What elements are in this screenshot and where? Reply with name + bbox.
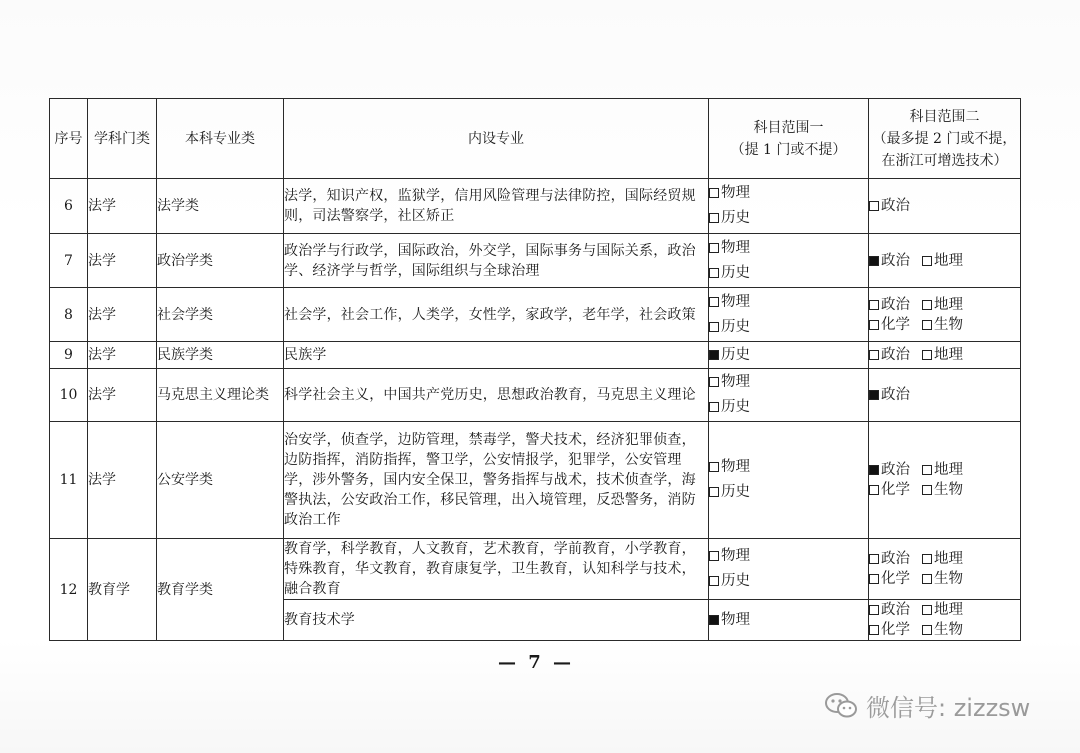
empty-box-icon — [709, 188, 719, 198]
empty-box-icon — [709, 462, 719, 472]
table-row — [50, 234, 1021, 288]
wechat-icon — [824, 691, 858, 721]
empty-box-icon — [922, 320, 932, 330]
range1-option — [709, 236, 868, 261]
empty-box-icon — [869, 574, 879, 584]
range2-option — [869, 387, 910, 403]
table-row — [50, 342, 1021, 369]
option-label: 物理 — [721, 611, 750, 628]
row-no: 10 — [50, 369, 88, 422]
option-label: 化学 — [881, 482, 910, 498]
empty-box-icon — [922, 554, 932, 564]
option-label: 生物 — [934, 622, 963, 638]
option-label: 物理 — [721, 239, 750, 256]
range2-line — [869, 196, 1020, 216]
range2-option — [869, 317, 910, 333]
row-internal-majors: 民族学 — [284, 342, 709, 369]
checked-box-icon — [869, 390, 879, 400]
empty-box-icon — [709, 487, 719, 497]
option-label: 物理 — [721, 459, 750, 475]
range1-option — [709, 206, 868, 231]
option-label: 地理 — [934, 252, 963, 269]
range2-line — [869, 620, 1020, 640]
range2-option — [922, 347, 963, 363]
row-range1 — [709, 600, 869, 641]
row-range1 — [709, 369, 869, 422]
range2-option — [922, 462, 963, 478]
checked-box-icon — [709, 615, 719, 625]
row-field: 法学 — [88, 288, 157, 342]
range2-option — [869, 297, 910, 313]
range1-option — [709, 181, 868, 206]
watermark-text: 微信号: zizzsw — [866, 694, 1031, 722]
row-range2 — [869, 539, 1021, 600]
option-label: 政治 — [881, 387, 910, 403]
range2-option — [922, 551, 963, 567]
option-label: 生物 — [934, 316, 963, 333]
range2-option — [869, 347, 910, 363]
row-internal-majors: 科学社会主义，中国共产党历史，思想政治教育，马克思主义理论 — [284, 369, 709, 422]
row-internal-majors: 教育技术学 — [284, 600, 709, 641]
row-range2 — [869, 234, 1021, 288]
range2-line — [869, 460, 1020, 480]
row-range2 — [869, 369, 1021, 422]
range1-option — [709, 315, 868, 340]
wechat-watermark — [824, 688, 1030, 723]
option-label: 历史 — [721, 399, 750, 415]
empty-box-icon — [922, 605, 932, 615]
table-row — [50, 369, 1021, 422]
empty-box-icon — [922, 625, 932, 635]
range2-line — [869, 569, 1020, 589]
empty-box-icon — [869, 201, 879, 211]
row-major-class: 法学类 — [157, 179, 284, 234]
table-row — [50, 179, 1021, 234]
header-range2: 科目范围二 （最多提 2 门或不提， 在浙江可增选技术） — [869, 99, 1021, 179]
empty-box-icon — [869, 554, 879, 564]
range2-line — [869, 345, 1020, 365]
range2-line — [869, 480, 1020, 500]
option-label: 政治 — [881, 347, 910, 363]
empty-box-icon — [869, 485, 879, 495]
range2-option — [869, 482, 910, 498]
empty-box-icon — [922, 465, 932, 475]
range2-option — [922, 602, 963, 618]
range2-line — [869, 600, 1020, 620]
empty-box-icon — [709, 377, 719, 387]
row-field: 法学 — [88, 179, 157, 234]
row-range1 — [709, 179, 869, 234]
option-label: 地理 — [934, 347, 963, 363]
header-major-class: 本科专业类 — [157, 99, 284, 179]
empty-box-icon — [922, 574, 932, 584]
row-no: 8 — [50, 288, 88, 342]
row-range2 — [869, 179, 1021, 234]
table-header-row — [50, 99, 1021, 179]
range2-line — [869, 385, 1020, 405]
subject-requirements-table — [49, 98, 1021, 641]
range2-option — [869, 602, 910, 618]
row-field: 法学 — [88, 369, 157, 422]
option-label: 化学 — [881, 316, 910, 333]
option-label: 物理 — [721, 185, 750, 201]
option-label: 历史 — [721, 318, 750, 335]
empty-box-icon — [709, 322, 719, 332]
checked-box-icon — [869, 465, 879, 475]
row-field: 教育学 — [88, 539, 157, 641]
empty-box-icon — [869, 300, 879, 310]
row-field: 法学 — [88, 342, 157, 369]
page-number: — 7 — — [498, 652, 575, 673]
empty-box-icon — [709, 243, 719, 253]
row-major-class: 政治学类 — [157, 234, 284, 288]
range2-option — [922, 622, 963, 638]
empty-box-icon — [869, 350, 879, 360]
option-label: 历史 — [721, 573, 750, 589]
row-internal-majors: 教育学，科学教育，人文教育，艺术教育，学前教育，小学教育，特殊教育，华文教育，教育康复学，卫生教育，认知科学与技术，融合教育 — [284, 539, 709, 600]
option-label: 物理 — [721, 293, 750, 310]
range2-option — [869, 551, 910, 567]
range2-line — [869, 251, 1020, 271]
range2-option — [869, 462, 910, 478]
row-range2 — [869, 288, 1021, 342]
range2-option — [869, 571, 910, 587]
range1-option — [709, 290, 868, 315]
option-label: 历史 — [721, 484, 750, 500]
option-label: 历史 — [721, 346, 750, 363]
range1-option — [709, 455, 868, 480]
checked-box-icon — [869, 256, 879, 266]
range2-line — [869, 295, 1020, 315]
row-range2 — [869, 342, 1021, 369]
option-label: 政治 — [881, 602, 910, 618]
empty-box-icon — [709, 268, 719, 278]
option-label: 历史 — [721, 210, 750, 226]
row-range2 — [869, 600, 1021, 641]
checked-box-icon — [709, 350, 719, 360]
row-range1 — [709, 539, 869, 600]
empty-box-icon — [709, 551, 719, 561]
range1-option — [709, 343, 868, 368]
option-label: 政治 — [881, 551, 910, 567]
table-row — [50, 422, 1021, 539]
range2-line — [869, 549, 1020, 569]
option-label: 生物 — [934, 482, 963, 498]
option-label: 政治 — [881, 296, 910, 313]
empty-box-icon — [922, 300, 932, 310]
row-range1 — [709, 342, 869, 369]
table-row — [50, 288, 1021, 342]
empty-box-icon — [869, 320, 879, 330]
row-field: 法学 — [88, 422, 157, 539]
option-label: 政治 — [881, 462, 910, 478]
row-range2 — [869, 422, 1021, 539]
header-internal-majors: 内设专业 — [284, 99, 709, 179]
option-label: 物理 — [721, 374, 750, 390]
range1-option — [709, 395, 868, 420]
row-internal-majors: 社会学，社会工作，人类学，女性学，家政学，老年学，社会政策 — [284, 288, 709, 342]
range2-option — [922, 297, 963, 313]
row-no: 12 — [50, 539, 88, 641]
option-label: 地理 — [934, 462, 963, 478]
option-label: 化学 — [881, 622, 910, 638]
row-range1 — [709, 422, 869, 539]
empty-box-icon — [709, 213, 719, 223]
row-range1 — [709, 234, 869, 288]
row-field: 法学 — [88, 234, 157, 288]
header-field: 学科门类 — [88, 99, 157, 179]
range2-option — [922, 482, 963, 498]
row-major-class: 教育学类 — [157, 539, 284, 641]
empty-box-icon — [709, 402, 719, 412]
row-internal-majors: 法学，知识产权，监狱学，信用风险管理与法律防控，国际经贸规则，司法警察学，社区矫正 — [284, 179, 709, 234]
table-row — [50, 539, 1021, 600]
option-label: 生物 — [934, 571, 963, 587]
range2-option — [869, 253, 910, 269]
option-label: 化学 — [881, 571, 910, 587]
row-internal-majors: 政治学与行政学，国际政治，外交学，国际事务与国际关系，政治学、经济学与哲学，国际组织与全球治理 — [284, 234, 709, 288]
row-no: 6 — [50, 179, 88, 234]
header-range1: 科目范围一 （提 1 门或不提） — [709, 99, 869, 179]
row-range1 — [709, 288, 869, 342]
range2-option — [869, 198, 910, 214]
option-label: 物理 — [721, 548, 750, 564]
empty-box-icon — [922, 256, 932, 266]
row-no: 11 — [50, 422, 88, 539]
empty-box-icon — [869, 605, 879, 615]
range2-option — [922, 317, 963, 333]
empty-box-icon — [922, 485, 932, 495]
range1-option — [709, 261, 868, 286]
range2-line — [869, 315, 1020, 335]
range1-option — [709, 608, 868, 633]
range1-option — [709, 370, 868, 395]
row-no: 7 — [50, 234, 88, 288]
range2-option — [922, 571, 963, 587]
option-label: 地理 — [934, 602, 963, 618]
row-no: 9 — [50, 342, 88, 369]
range2-option — [922, 253, 963, 269]
empty-box-icon — [709, 576, 719, 586]
range2-option — [869, 622, 910, 638]
row-internal-majors: 治安学，侦查学，边防管理，禁毒学，警犬技术，经济犯罪侦查，边防指挥，消防指挥，警卫学，公安情报学，犯罪学，公安管理学，涉外警务，国内安全保卫，警务指挥与战术，技术侦查学，海警执法，公安政治工作，移民管理，出入境管理，反恐警务，消防政治工作 — [284, 422, 709, 539]
header-no: 序号 — [50, 99, 88, 179]
empty-box-icon — [869, 625, 879, 635]
row-major-class: 民族学类 — [157, 342, 284, 369]
option-label: 政治 — [881, 252, 910, 269]
option-label: 地理 — [934, 551, 963, 567]
range1-option — [709, 480, 868, 505]
row-major-class: 马克思主义理论类 — [157, 369, 284, 422]
empty-box-icon — [709, 297, 719, 307]
option-label: 政治 — [881, 198, 910, 214]
row-major-class: 公安学类 — [157, 422, 284, 539]
option-label: 地理 — [934, 296, 963, 313]
empty-box-icon — [922, 350, 932, 360]
range1-option — [709, 569, 868, 594]
option-label: 历史 — [721, 264, 750, 281]
range1-option — [709, 544, 868, 569]
row-major-class: 社会学类 — [157, 288, 284, 342]
